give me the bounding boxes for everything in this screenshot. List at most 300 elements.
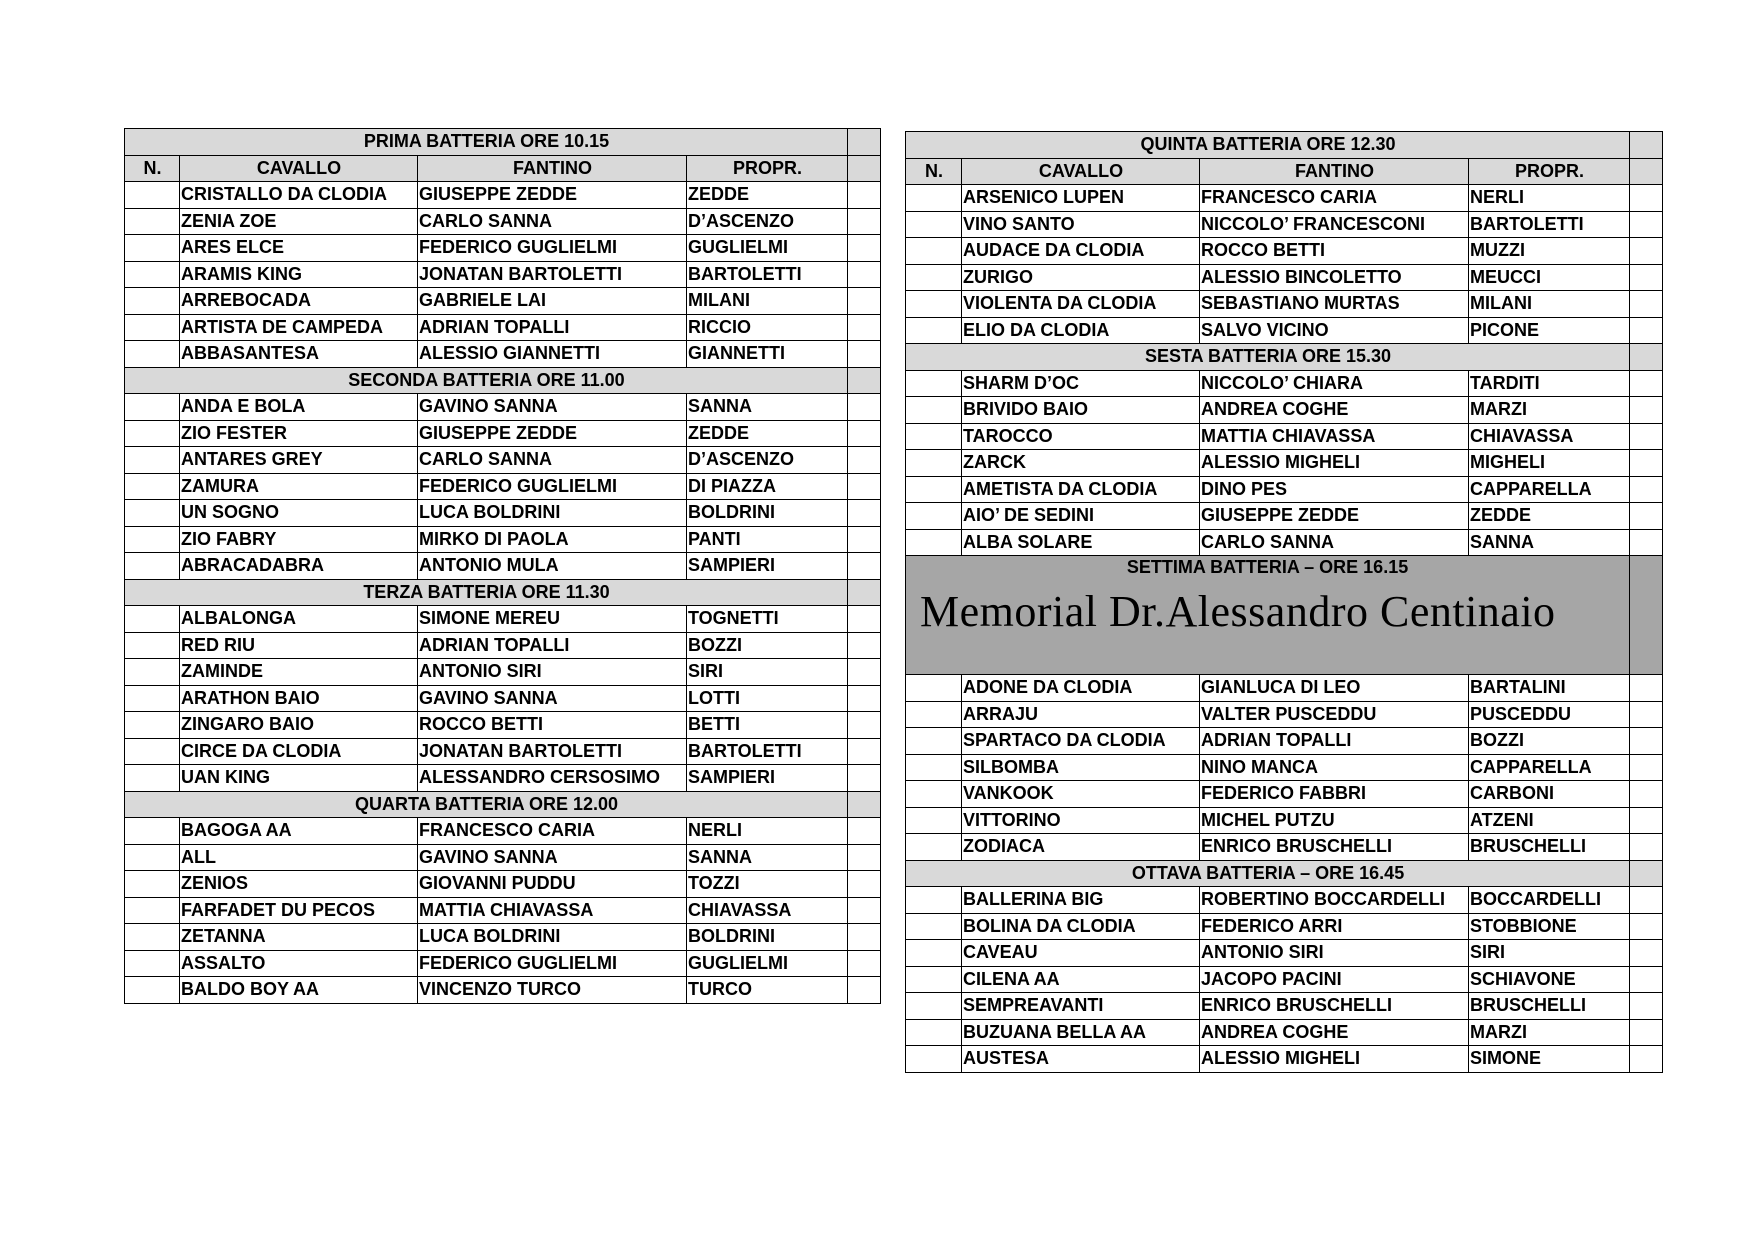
number-cell bbox=[906, 264, 962, 291]
battery-title: OTTAVA BATTERIA – ORE 16.45 bbox=[906, 860, 1630, 887]
extra-cell bbox=[848, 685, 881, 712]
extra-cell bbox=[1630, 993, 1663, 1020]
owner-cell: TOGNETTI bbox=[687, 606, 848, 633]
horse-cell: VITTORINO bbox=[962, 807, 1200, 834]
number-cell bbox=[906, 701, 962, 728]
owner-cell: CHIAVASSA bbox=[1469, 423, 1630, 450]
horse-cell: ARSENICO LUPEN bbox=[962, 185, 1200, 212]
number-cell bbox=[906, 1046, 962, 1073]
extra-cell bbox=[848, 712, 881, 739]
table-row bbox=[125, 632, 881, 659]
number-cell bbox=[125, 208, 180, 235]
jockey-cell: MIRKO DI PAOLA bbox=[418, 526, 687, 553]
horse-cell: SPARTACO DA CLODIA bbox=[962, 728, 1200, 755]
right-race-table bbox=[905, 131, 1663, 1073]
owner-cell: TURCO bbox=[687, 977, 848, 1004]
jockey-cell: ALESSIO BINCOLETTO bbox=[1200, 264, 1469, 291]
extra-cell bbox=[1630, 185, 1663, 212]
table-row bbox=[906, 940, 1663, 967]
number-cell bbox=[125, 659, 180, 686]
jockey-cell: FEDERICO GUGLIELMI bbox=[418, 473, 687, 500]
jockey-cell: LUCA BOLDRINI bbox=[418, 924, 687, 951]
memorial-cell bbox=[906, 556, 1630, 675]
owner-cell: D’ASCENZO bbox=[687, 208, 848, 235]
extra-cell bbox=[1630, 370, 1663, 397]
battery-title: SESTA BATTERIA ORE 15.30 bbox=[906, 344, 1630, 371]
extra-cell bbox=[1630, 1046, 1663, 1073]
extra-cell bbox=[848, 924, 881, 951]
jockey-cell: GAVINO SANNA bbox=[418, 844, 687, 871]
table-row bbox=[906, 503, 1663, 530]
battery-header-row bbox=[125, 791, 881, 818]
owner-cell: MEUCCI bbox=[1469, 264, 1630, 291]
horse-cell: BOLINA DA CLODIA bbox=[962, 913, 1200, 940]
owner-cell: TARDITI bbox=[1469, 370, 1630, 397]
col-header-number: N. bbox=[125, 155, 180, 182]
horse-cell: ZAMURA bbox=[180, 473, 418, 500]
horse-cell: ZODIACA bbox=[962, 834, 1200, 861]
table-row bbox=[125, 288, 881, 315]
owner-cell: SIRI bbox=[687, 659, 848, 686]
horse-cell: AUDACE DA CLODIA bbox=[962, 238, 1200, 265]
extra-cell bbox=[848, 394, 881, 421]
battery-title: TERZA BATTERIA ORE 11.30 bbox=[125, 579, 848, 606]
number-cell bbox=[906, 397, 962, 424]
horse-cell: BAGOGA AA bbox=[180, 818, 418, 845]
col-header-number: N. bbox=[906, 158, 962, 185]
number-cell bbox=[125, 553, 180, 580]
jockey-cell: MICHEL PUTZU bbox=[1200, 807, 1469, 834]
col-header-extra bbox=[1630, 158, 1663, 185]
number-cell bbox=[906, 966, 962, 993]
jockey-cell: GABRIELE LAI bbox=[418, 288, 687, 315]
number-cell bbox=[906, 503, 962, 530]
jockey-cell: SALVO VICINO bbox=[1200, 317, 1469, 344]
extra-cell bbox=[1630, 264, 1663, 291]
table-row bbox=[125, 500, 881, 527]
header-side-cell bbox=[848, 367, 881, 394]
owner-cell: GIANNETTI bbox=[687, 341, 848, 368]
extra-cell bbox=[848, 950, 881, 977]
horse-cell: ARRAJU bbox=[962, 701, 1200, 728]
owner-cell: ATZENI bbox=[1469, 807, 1630, 834]
extra-cell bbox=[848, 341, 881, 368]
extra-cell bbox=[1630, 754, 1663, 781]
jockey-cell: SIMONE MEREU bbox=[418, 606, 687, 633]
owner-cell: NERLI bbox=[687, 818, 848, 845]
horse-cell: ZAMINDE bbox=[180, 659, 418, 686]
table-row bbox=[906, 728, 1663, 755]
jockey-cell: VALTER PUSCEDDU bbox=[1200, 701, 1469, 728]
column-header-row bbox=[125, 155, 881, 182]
table-row bbox=[906, 993, 1663, 1020]
number-cell bbox=[906, 370, 962, 397]
table-row bbox=[125, 182, 881, 209]
header-side-cell bbox=[848, 791, 881, 818]
owner-cell: SIMONE bbox=[1469, 1046, 1630, 1073]
owner-cell: RICCIO bbox=[687, 314, 848, 341]
table-row bbox=[906, 211, 1663, 238]
owner-cell: BARTOLETTI bbox=[687, 261, 848, 288]
number-cell bbox=[906, 185, 962, 212]
owner-cell: BOLDRINI bbox=[687, 500, 848, 527]
owner-cell: CAPPARELLA bbox=[1469, 476, 1630, 503]
jockey-cell: JONATAN BARTOLETTI bbox=[418, 738, 687, 765]
jockey-cell: ALESSIO GIANNETTI bbox=[418, 341, 687, 368]
number-cell bbox=[125, 818, 180, 845]
jockey-cell: ALESSANDRO CERSOSIMO bbox=[418, 765, 687, 792]
jockey-cell: GAVINO SANNA bbox=[418, 685, 687, 712]
owner-cell: SANNA bbox=[687, 844, 848, 871]
jockey-cell: GIOVANNI PUDDU bbox=[418, 871, 687, 898]
number-cell bbox=[906, 675, 962, 702]
extra-cell bbox=[1630, 397, 1663, 424]
jockey-cell: CARLO SANNA bbox=[1200, 529, 1469, 556]
extra-cell bbox=[848, 818, 881, 845]
table-row bbox=[125, 924, 881, 951]
owner-cell: BOZZI bbox=[687, 632, 848, 659]
battery-title: SETTIMA BATTERIA – ORE 16.15 bbox=[1126, 557, 1409, 577]
horse-cell: AUSTESA bbox=[962, 1046, 1200, 1073]
extra-cell bbox=[1630, 503, 1663, 530]
table-row bbox=[906, 675, 1663, 702]
number-cell bbox=[906, 423, 962, 450]
horse-cell: AMETISTA DA CLODIA bbox=[962, 476, 1200, 503]
horse-cell: ZURIGO bbox=[962, 264, 1200, 291]
horse-cell: ARTISTA DE CAMPEDA bbox=[180, 314, 418, 341]
extra-cell bbox=[848, 447, 881, 474]
jockey-cell: ENRICO BRUSCHELLI bbox=[1200, 993, 1469, 1020]
table-row bbox=[906, 370, 1663, 397]
extra-cell bbox=[1630, 675, 1663, 702]
owner-cell: ZEDDE bbox=[1469, 503, 1630, 530]
owner-cell: MARZI bbox=[1469, 397, 1630, 424]
jockey-cell: GIUSEPPE ZEDDE bbox=[1200, 503, 1469, 530]
jockey-cell: GIUSEPPE ZEDDE bbox=[418, 182, 687, 209]
col-header-extra bbox=[848, 155, 881, 182]
extra-cell bbox=[848, 765, 881, 792]
extra-cell bbox=[848, 871, 881, 898]
horse-cell: UN SOGNO bbox=[180, 500, 418, 527]
battery-header-row bbox=[125, 367, 881, 394]
number-cell bbox=[125, 288, 180, 315]
extra-cell bbox=[1630, 940, 1663, 967]
table-row bbox=[906, 834, 1663, 861]
table-row bbox=[125, 208, 881, 235]
owner-cell: BOCCARDELLI bbox=[1469, 887, 1630, 914]
jockey-cell: FEDERICO FABBRI bbox=[1200, 781, 1469, 808]
table-row bbox=[125, 685, 881, 712]
table-row bbox=[125, 314, 881, 341]
horse-cell: ARAMIS KING bbox=[180, 261, 418, 288]
horse-cell: UAN KING bbox=[180, 765, 418, 792]
jockey-cell: FEDERICO GUGLIELMI bbox=[418, 235, 687, 262]
horse-cell: ARREBOCADA bbox=[180, 288, 418, 315]
number-cell bbox=[125, 394, 180, 421]
jockey-cell: ROBERTINO BOCCARDELLI bbox=[1200, 887, 1469, 914]
number-cell bbox=[125, 606, 180, 633]
horse-cell: ANTARES GREY bbox=[180, 447, 418, 474]
extra-cell bbox=[1630, 887, 1663, 914]
horse-cell: ZENIOS bbox=[180, 871, 418, 898]
extra-cell bbox=[848, 235, 881, 262]
extra-cell bbox=[1630, 238, 1663, 265]
table-row bbox=[906, 529, 1663, 556]
jockey-cell: VINCENZO TURCO bbox=[418, 977, 687, 1004]
horse-cell: BALDO BOY AA bbox=[180, 977, 418, 1004]
jockey-cell: ADRIAN TOPALLI bbox=[418, 632, 687, 659]
owner-cell: D’ASCENZO bbox=[687, 447, 848, 474]
extra-cell bbox=[1630, 529, 1663, 556]
battery-header-row bbox=[125, 129, 881, 156]
jockey-cell: CARLO SANNA bbox=[418, 447, 687, 474]
extra-cell bbox=[1630, 913, 1663, 940]
extra-cell bbox=[848, 977, 881, 1004]
horse-cell: ELIO DA CLODIA bbox=[962, 317, 1200, 344]
jockey-cell: ALESSIO MIGHELI bbox=[1200, 1046, 1469, 1073]
number-cell bbox=[125, 341, 180, 368]
number-cell bbox=[125, 950, 180, 977]
jockey-cell: NINO MANCA bbox=[1200, 754, 1469, 781]
number-cell bbox=[125, 765, 180, 792]
owner-cell: BOLDRINI bbox=[687, 924, 848, 951]
number-cell bbox=[906, 807, 962, 834]
horse-cell: ARES ELCE bbox=[180, 235, 418, 262]
number-cell bbox=[906, 887, 962, 914]
number-cell bbox=[125, 897, 180, 924]
owner-cell: PANTI bbox=[687, 526, 848, 553]
horse-cell: ABBASANTESA bbox=[180, 341, 418, 368]
jockey-cell: ANTONIO MULA bbox=[418, 553, 687, 580]
table-row bbox=[125, 818, 881, 845]
horse-cell: ZIO FESTER bbox=[180, 420, 418, 447]
number-cell bbox=[125, 261, 180, 288]
owner-cell: MILANI bbox=[1469, 291, 1630, 318]
table-row bbox=[125, 950, 881, 977]
jockey-cell: NICCOLO’ FRANCESCONI bbox=[1200, 211, 1469, 238]
owner-cell: CARBONI bbox=[1469, 781, 1630, 808]
extra-cell bbox=[848, 844, 881, 871]
horse-cell: TAROCCO bbox=[962, 423, 1200, 450]
extra-cell bbox=[1630, 728, 1663, 755]
jockey-cell: JONATAN BARTOLETTI bbox=[418, 261, 687, 288]
table-row bbox=[125, 526, 881, 553]
number-cell bbox=[906, 781, 962, 808]
jockey-cell: FRANCESCO CARIA bbox=[1200, 185, 1469, 212]
table-row bbox=[906, 701, 1663, 728]
owner-cell: SANNA bbox=[687, 394, 848, 421]
extra-cell bbox=[1630, 476, 1663, 503]
horse-cell: CRISTALLO DA CLODIA bbox=[180, 182, 418, 209]
number-cell bbox=[125, 447, 180, 474]
jockey-cell: FRANCESCO CARIA bbox=[418, 818, 687, 845]
jockey-cell: FEDERICO GUGLIELMI bbox=[418, 950, 687, 977]
horse-cell: VINO SANTO bbox=[962, 211, 1200, 238]
table-row bbox=[125, 738, 881, 765]
horse-cell: ZIO FABRY bbox=[180, 526, 418, 553]
number-cell bbox=[125, 526, 180, 553]
horse-cell: ALL bbox=[180, 844, 418, 871]
number-cell bbox=[906, 476, 962, 503]
battery-header-row bbox=[125, 579, 881, 606]
jockey-cell: NICCOLO’ CHIARA bbox=[1200, 370, 1469, 397]
jockey-cell: GIUSEPPE ZEDDE bbox=[418, 420, 687, 447]
extra-cell bbox=[848, 288, 881, 315]
extra-cell bbox=[848, 500, 881, 527]
extra-cell bbox=[848, 632, 881, 659]
horse-cell: SILBOMBA bbox=[962, 754, 1200, 781]
memorial-title: Memorial Dr.Alessandro Centinaio bbox=[920, 587, 1556, 636]
header-side-cell bbox=[1630, 132, 1663, 159]
jockey-cell: GAVINO SANNA bbox=[418, 394, 687, 421]
number-cell bbox=[125, 712, 180, 739]
table-row bbox=[906, 291, 1663, 318]
horse-cell: BUZUANA BELLA AA bbox=[962, 1019, 1200, 1046]
battery-header-row bbox=[906, 344, 1663, 371]
extra-cell bbox=[848, 261, 881, 288]
owner-cell: GUGLIELMI bbox=[687, 950, 848, 977]
header-side-cell bbox=[848, 579, 881, 606]
left-race-table bbox=[124, 128, 881, 1004]
owner-cell: STOBBIONE bbox=[1469, 913, 1630, 940]
number-cell bbox=[906, 238, 962, 265]
col-header-fantino: FANTINO bbox=[418, 155, 687, 182]
number-cell bbox=[125, 500, 180, 527]
extra-cell bbox=[848, 473, 881, 500]
horse-cell: ASSALTO bbox=[180, 950, 418, 977]
jockey-cell: ENRICO BRUSCHELLI bbox=[1200, 834, 1469, 861]
table-row bbox=[906, 887, 1663, 914]
owner-cell: NERLI bbox=[1469, 185, 1630, 212]
table-row bbox=[125, 394, 881, 421]
number-cell bbox=[125, 473, 180, 500]
table-row bbox=[906, 966, 1663, 993]
extra-cell bbox=[848, 208, 881, 235]
extra-cell bbox=[848, 606, 881, 633]
owner-cell: SANNA bbox=[1469, 529, 1630, 556]
extra-cell bbox=[1630, 807, 1663, 834]
number-cell bbox=[906, 913, 962, 940]
number-cell bbox=[125, 182, 180, 209]
table-row bbox=[125, 844, 881, 871]
horse-cell: CIRCE DA CLODIA bbox=[180, 738, 418, 765]
table-row bbox=[125, 659, 881, 686]
owner-cell: TOZZI bbox=[687, 871, 848, 898]
horse-cell: BALLERINA BIG bbox=[962, 887, 1200, 914]
horse-cell: ZETANNA bbox=[180, 924, 418, 951]
number-cell bbox=[125, 420, 180, 447]
horse-cell: CAVEAU bbox=[962, 940, 1200, 967]
owner-cell: SAMPIERI bbox=[687, 553, 848, 580]
owner-cell: BARTALINI bbox=[1469, 675, 1630, 702]
jockey-cell: ROCCO BETTI bbox=[1200, 238, 1469, 265]
battery-title: QUARTA BATTERIA ORE 12.00 bbox=[125, 791, 848, 818]
owner-cell: SCHIAVONE bbox=[1469, 966, 1630, 993]
table-row bbox=[906, 476, 1663, 503]
extra-cell bbox=[848, 553, 881, 580]
table-row bbox=[906, 450, 1663, 477]
horse-cell: RED RIU bbox=[180, 632, 418, 659]
horse-cell: ALBA SOLARE bbox=[962, 529, 1200, 556]
header-side-cell bbox=[848, 129, 881, 156]
horse-cell: BRIVIDO BAIO bbox=[962, 397, 1200, 424]
owner-cell: DI PIAZZA bbox=[687, 473, 848, 500]
battery-header-row bbox=[906, 132, 1663, 159]
number-cell bbox=[125, 738, 180, 765]
table-row bbox=[125, 447, 881, 474]
number-cell bbox=[125, 685, 180, 712]
owner-cell: CAPPARELLA bbox=[1469, 754, 1630, 781]
number-cell bbox=[906, 450, 962, 477]
extra-cell bbox=[848, 897, 881, 924]
jockey-cell: ALESSIO MIGHELI bbox=[1200, 450, 1469, 477]
number-cell bbox=[906, 940, 962, 967]
extra-cell bbox=[1630, 450, 1663, 477]
number-cell bbox=[125, 844, 180, 871]
header-side-cell bbox=[1630, 344, 1663, 371]
jockey-cell: ANDREA COGHE bbox=[1200, 1019, 1469, 1046]
owner-cell: ZEDDE bbox=[687, 182, 848, 209]
number-cell bbox=[125, 314, 180, 341]
extra-cell bbox=[1630, 834, 1663, 861]
extra-cell bbox=[1630, 211, 1663, 238]
table-row bbox=[906, 754, 1663, 781]
owner-cell: MARZI bbox=[1469, 1019, 1630, 1046]
battery-header-row bbox=[906, 860, 1663, 887]
horse-cell: ABRACADABRA bbox=[180, 553, 418, 580]
col-header-propr: PROPR. bbox=[1469, 158, 1630, 185]
jockey-cell: DINO PES bbox=[1200, 476, 1469, 503]
owner-cell: ZEDDE bbox=[687, 420, 848, 447]
table-row bbox=[906, 317, 1663, 344]
jockey-cell: MATTIA CHIAVASSA bbox=[418, 897, 687, 924]
horse-cell: VIOLENTA DA CLODIA bbox=[962, 291, 1200, 318]
extra-cell bbox=[1630, 1019, 1663, 1046]
owner-cell: BRUSCHELLI bbox=[1469, 993, 1630, 1020]
column-header-row bbox=[906, 158, 1663, 185]
col-header-propr: PROPR. bbox=[687, 155, 848, 182]
owner-cell: MUZZI bbox=[1469, 238, 1630, 265]
table-row bbox=[125, 871, 881, 898]
table-row bbox=[125, 765, 881, 792]
memorial-side-cell bbox=[1630, 556, 1663, 675]
jockey-cell: SEBASTIANO MURTAS bbox=[1200, 291, 1469, 318]
extra-cell bbox=[848, 526, 881, 553]
table-row bbox=[906, 781, 1663, 808]
number-cell bbox=[906, 211, 962, 238]
horse-cell: ADONE DA CLODIA bbox=[962, 675, 1200, 702]
horse-cell: SHARM D’OC bbox=[962, 370, 1200, 397]
jockey-cell: JACOPO PACINI bbox=[1200, 966, 1469, 993]
owner-cell: MILANI bbox=[687, 288, 848, 315]
extra-cell bbox=[848, 738, 881, 765]
jockey-cell: ROCCO BETTI bbox=[418, 712, 687, 739]
owner-cell: BARTOLETTI bbox=[687, 738, 848, 765]
table-row bbox=[906, 1046, 1663, 1073]
horse-cell: ARATHON BAIO bbox=[180, 685, 418, 712]
table-row bbox=[125, 977, 881, 1004]
number-cell bbox=[906, 754, 962, 781]
horse-cell: VANKOOK bbox=[962, 781, 1200, 808]
table-row bbox=[125, 235, 881, 262]
jockey-cell: LUCA BOLDRINI bbox=[418, 500, 687, 527]
horse-cell: ALBALONGA bbox=[180, 606, 418, 633]
extra-cell bbox=[1630, 701, 1663, 728]
number-cell bbox=[125, 235, 180, 262]
memorial-banner bbox=[906, 556, 1663, 675]
jockey-cell: ANTONIO SIRI bbox=[1200, 940, 1469, 967]
jockey-cell: FEDERICO ARRI bbox=[1200, 913, 1469, 940]
